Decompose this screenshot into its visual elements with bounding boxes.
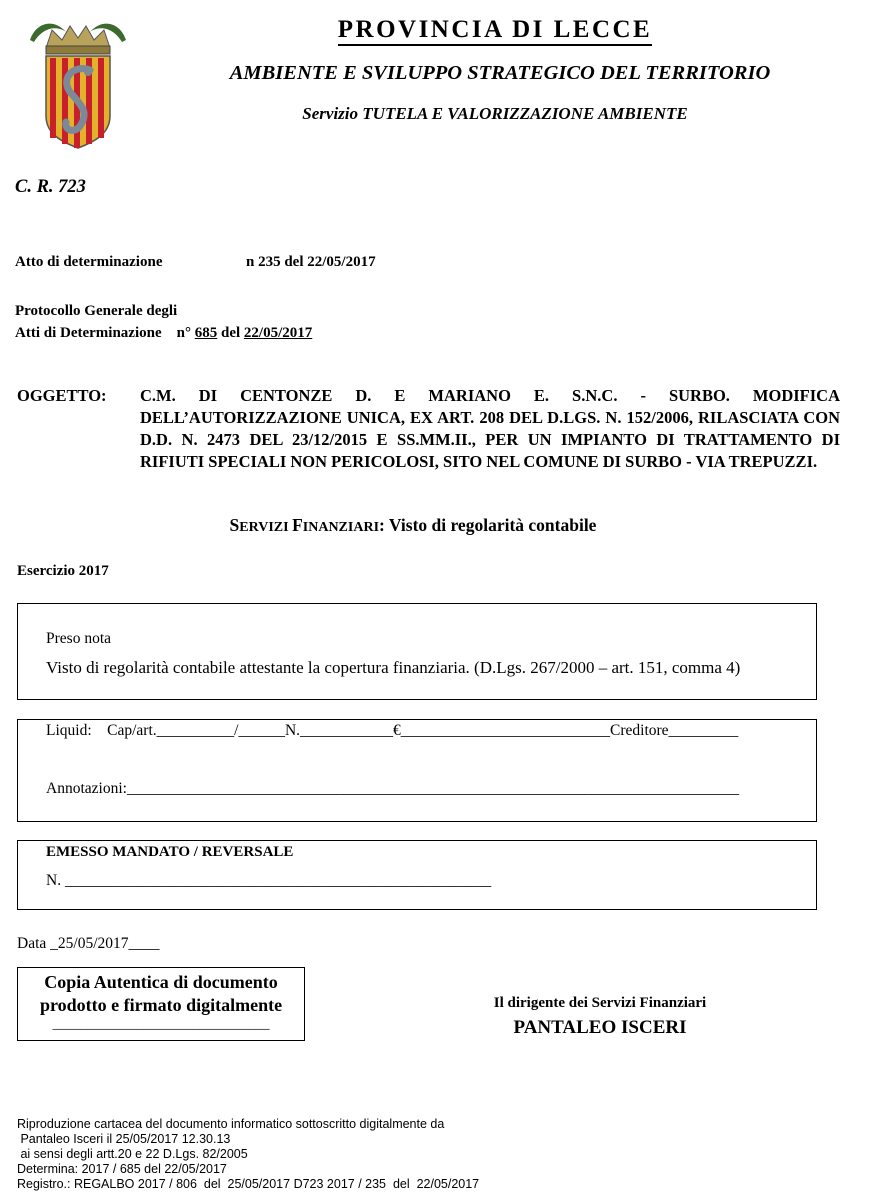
protocol-line1: Protocollo Generale degli <box>15 303 178 319</box>
date-line: Data _25/05/2017____ <box>17 935 160 952</box>
signature-name: PANTALEO ISCERI <box>513 1017 687 1038</box>
signature-role: Il dirigente dei Servizi Finanziari <box>493 995 707 1011</box>
footer-line2: Pantaleo Isceri il 25/05/2017 12.30.13 <box>17 1132 231 1146</box>
service-name: TUTELA E VALORIZZAZIONE AMBIENTE <box>362 104 688 123</box>
copy-stamp-line1: Copia Autentica di documento <box>44 972 278 992</box>
note-title: Preso nota <box>46 630 112 647</box>
footer-line1: Riproduzione cartacea del documento informatico sottoscritto digitalmente da <box>17 1117 445 1131</box>
cr-code: C. R. 723 <box>15 177 86 197</box>
subject-label: OGGETTO: <box>17 386 107 405</box>
mandate-box <box>17 840 817 910</box>
fs-ervizi: ERVIZI <box>239 520 293 535</box>
note-box <box>17 603 817 700</box>
mandate-title: EMESSO MANDATO / REVERSALE <box>46 844 294 860</box>
service-title <box>200 104 790 124</box>
protocol-number-prefix: n° <box>176 325 191 341</box>
copy-stamp-line2: prodotto e firmato digitalmente <box>39 995 283 1015</box>
protocol-line2 <box>15 325 312 342</box>
note-text: Visto di regolarità contabile attestante la copertura finanziaria. (D.Lgs. 267/2000 – art. 151, comma 4) <box>46 658 741 677</box>
exercise-year: Esercizio 2017 <box>17 563 109 579</box>
financial-services-heading <box>0 515 826 536</box>
liquidation-box <box>17 719 817 822</box>
liquidation-line: Liquid: Cap/art.__________/______N.____________€___________________________Creditore_________ <box>46 722 739 739</box>
footer-line3: ai sensi degli artt.20 e 22 D.Lgs. 82/2005 <box>17 1147 248 1161</box>
mandate-number-line: N. _______________________________________________________ <box>46 872 492 889</box>
annotations-line: Annotazioni:_______________________________________________________________________________ <box>46 780 740 797</box>
service-prefix: Servizio <box>302 104 359 123</box>
subject-text: C.M. DI CENTONZE D. E MARIANO E. S.N.C. - SURBO. MODIFICA DELL’AUTORIZZAZIONE UNICA, EX ART. 208 DEL D.LGS. N. 152/2006, RILASCIATA CON D.D. N. 2473 DEL 23/12/2015 E SS.MM.II., PER UN IMPIANTO DI TRATTAMENTO DI RIFIUTI SPECIALI NON PERICOLOSI, SITO NEL COMUNE DI SURBO - VIA TREPUZZI. <box>140 386 840 471</box>
protocol-date: 22/05/2017 <box>243 325 313 341</box>
determination-number: n 235 del 22/05/2017 <box>246 254 376 270</box>
fs-f: F <box>292 515 303 535</box>
fs-s: S <box>229 515 240 535</box>
province-crest-icon <box>24 16 132 150</box>
digital-signature-footer <box>17 1117 479 1192</box>
authentic-copy-stamp <box>17 967 305 1041</box>
protocol-label: Atti di Determinazione <box>15 325 162 341</box>
footer-line4: Determina: 2017 / 685 del 22/05/2017 <box>17 1162 227 1176</box>
footer-line5: Registro.: REGALBO 2017 / 806 del 25/05/2017 D723 2017 / 235 del 22/05/2017 <box>17 1177 480 1191</box>
province-title: PROVINCIA DI LECCE <box>200 16 790 44</box>
protocol-number: 685 <box>194 325 218 341</box>
copy-stamp-line3: _______________________________ <box>52 1017 270 1032</box>
determination-label: Atto di determinazione <box>15 254 163 270</box>
fs-suffix: : Visto di regolarità contabile <box>379 515 597 535</box>
department-title: AMBIENTE E SVILUPPO STRATEGICO DEL TERRITORIO <box>229 62 771 84</box>
fs-inanziari: INANZIARI <box>302 520 380 535</box>
protocol-date-prefix: del <box>220 325 241 341</box>
